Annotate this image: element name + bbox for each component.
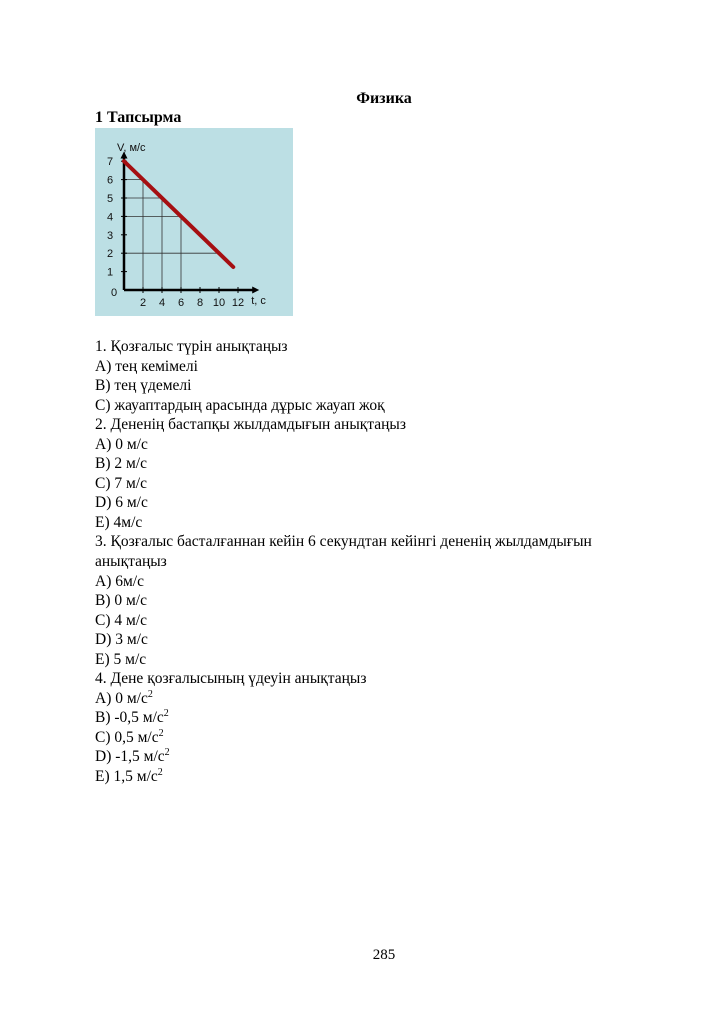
task-heading: 1 Тапсырма: [95, 109, 182, 126]
superscript: 2: [164, 747, 170, 759]
x-tick-label: 6: [177, 297, 185, 309]
option-text: A) 0 м/с: [95, 689, 148, 707]
superscript: 2: [157, 767, 163, 779]
option-text: D) -1,5 м/с: [95, 748, 165, 766]
y-tick-label: 3: [107, 229, 114, 242]
question-4: 4. Дене қозғалысының үдеуін анықтаңыз: [95, 670, 367, 688]
questions: [95, 337, 592, 787]
y-tick-label: 5: [107, 193, 114, 205]
x-tick-label: 4: [158, 297, 166, 309]
x-tick-label: 12: [231, 297, 245, 309]
option: B) 2 м/с: [95, 455, 147, 473]
x-tick-label: 8: [196, 297, 204, 309]
question-3: 3. Қозғалыс басталғаннан кейін 6 секундтан кейінгі дененің жылдамдығын: [95, 533, 592, 551]
option: [95, 767, 592, 787]
option: [95, 747, 592, 767]
option: [95, 728, 592, 748]
option: C) 7 м/с: [95, 474, 147, 492]
option: A) 6м/с: [95, 572, 144, 590]
option: E) 5 м/с: [95, 650, 147, 668]
chart-canvas: [95, 128, 293, 316]
option-text: C) 0,5 м/с: [95, 728, 159, 746]
option: [95, 689, 592, 709]
option: C) 4 м/с: [95, 611, 147, 629]
x-axis-arrow-icon: [252, 287, 259, 294]
y-tick-label: 4: [107, 211, 114, 224]
x-axis-label: t, с: [251, 295, 266, 307]
question-1: 1. Қозғалыс түрін анықтаңыз: [95, 338, 288, 355]
y-tick-label: 7: [107, 156, 114, 169]
velocity-time-chart: [95, 128, 293, 316]
y-tick-label: 2: [107, 248, 114, 261]
question-2: 2. Дененің бастапқы жылдамдығын анықтаңыз: [95, 416, 406, 434]
option: A) 0 м/с: [95, 435, 148, 453]
option-text: B) -0,5 м/с: [95, 709, 164, 727]
velocity-line: [124, 161, 233, 267]
question-3-cont: анықтаңыз: [95, 553, 167, 571]
option: D) 6 м/с: [95, 494, 148, 512]
y-tick-label: 6: [107, 174, 114, 187]
option: E) 4м/с: [95, 513, 143, 531]
x-tick-label: 2: [139, 297, 147, 309]
option: B) тең үдемелі: [95, 377, 192, 395]
option: [95, 708, 592, 728]
option: B) 0 м/с: [95, 592, 147, 610]
x-tick-label: 10: [212, 297, 226, 309]
superscript: 2: [163, 708, 169, 720]
superscript: 2: [158, 727, 164, 739]
option: C) жауаптардың арасында дұрыс жауап жоқ: [95, 396, 385, 414]
page-title: Физика: [356, 90, 412, 107]
superscript: 2: [147, 688, 153, 700]
page-number: 285: [372, 947, 396, 963]
option-text: E) 1,5 м/с: [95, 768, 158, 786]
option: A) тең кемімелі: [95, 357, 198, 375]
y-axis-label: V, м/с: [117, 142, 146, 155]
y-tick-label: 1: [107, 266, 114, 279]
origin-label: 0: [110, 287, 118, 299]
option: D) 3 м/с: [95, 631, 148, 649]
